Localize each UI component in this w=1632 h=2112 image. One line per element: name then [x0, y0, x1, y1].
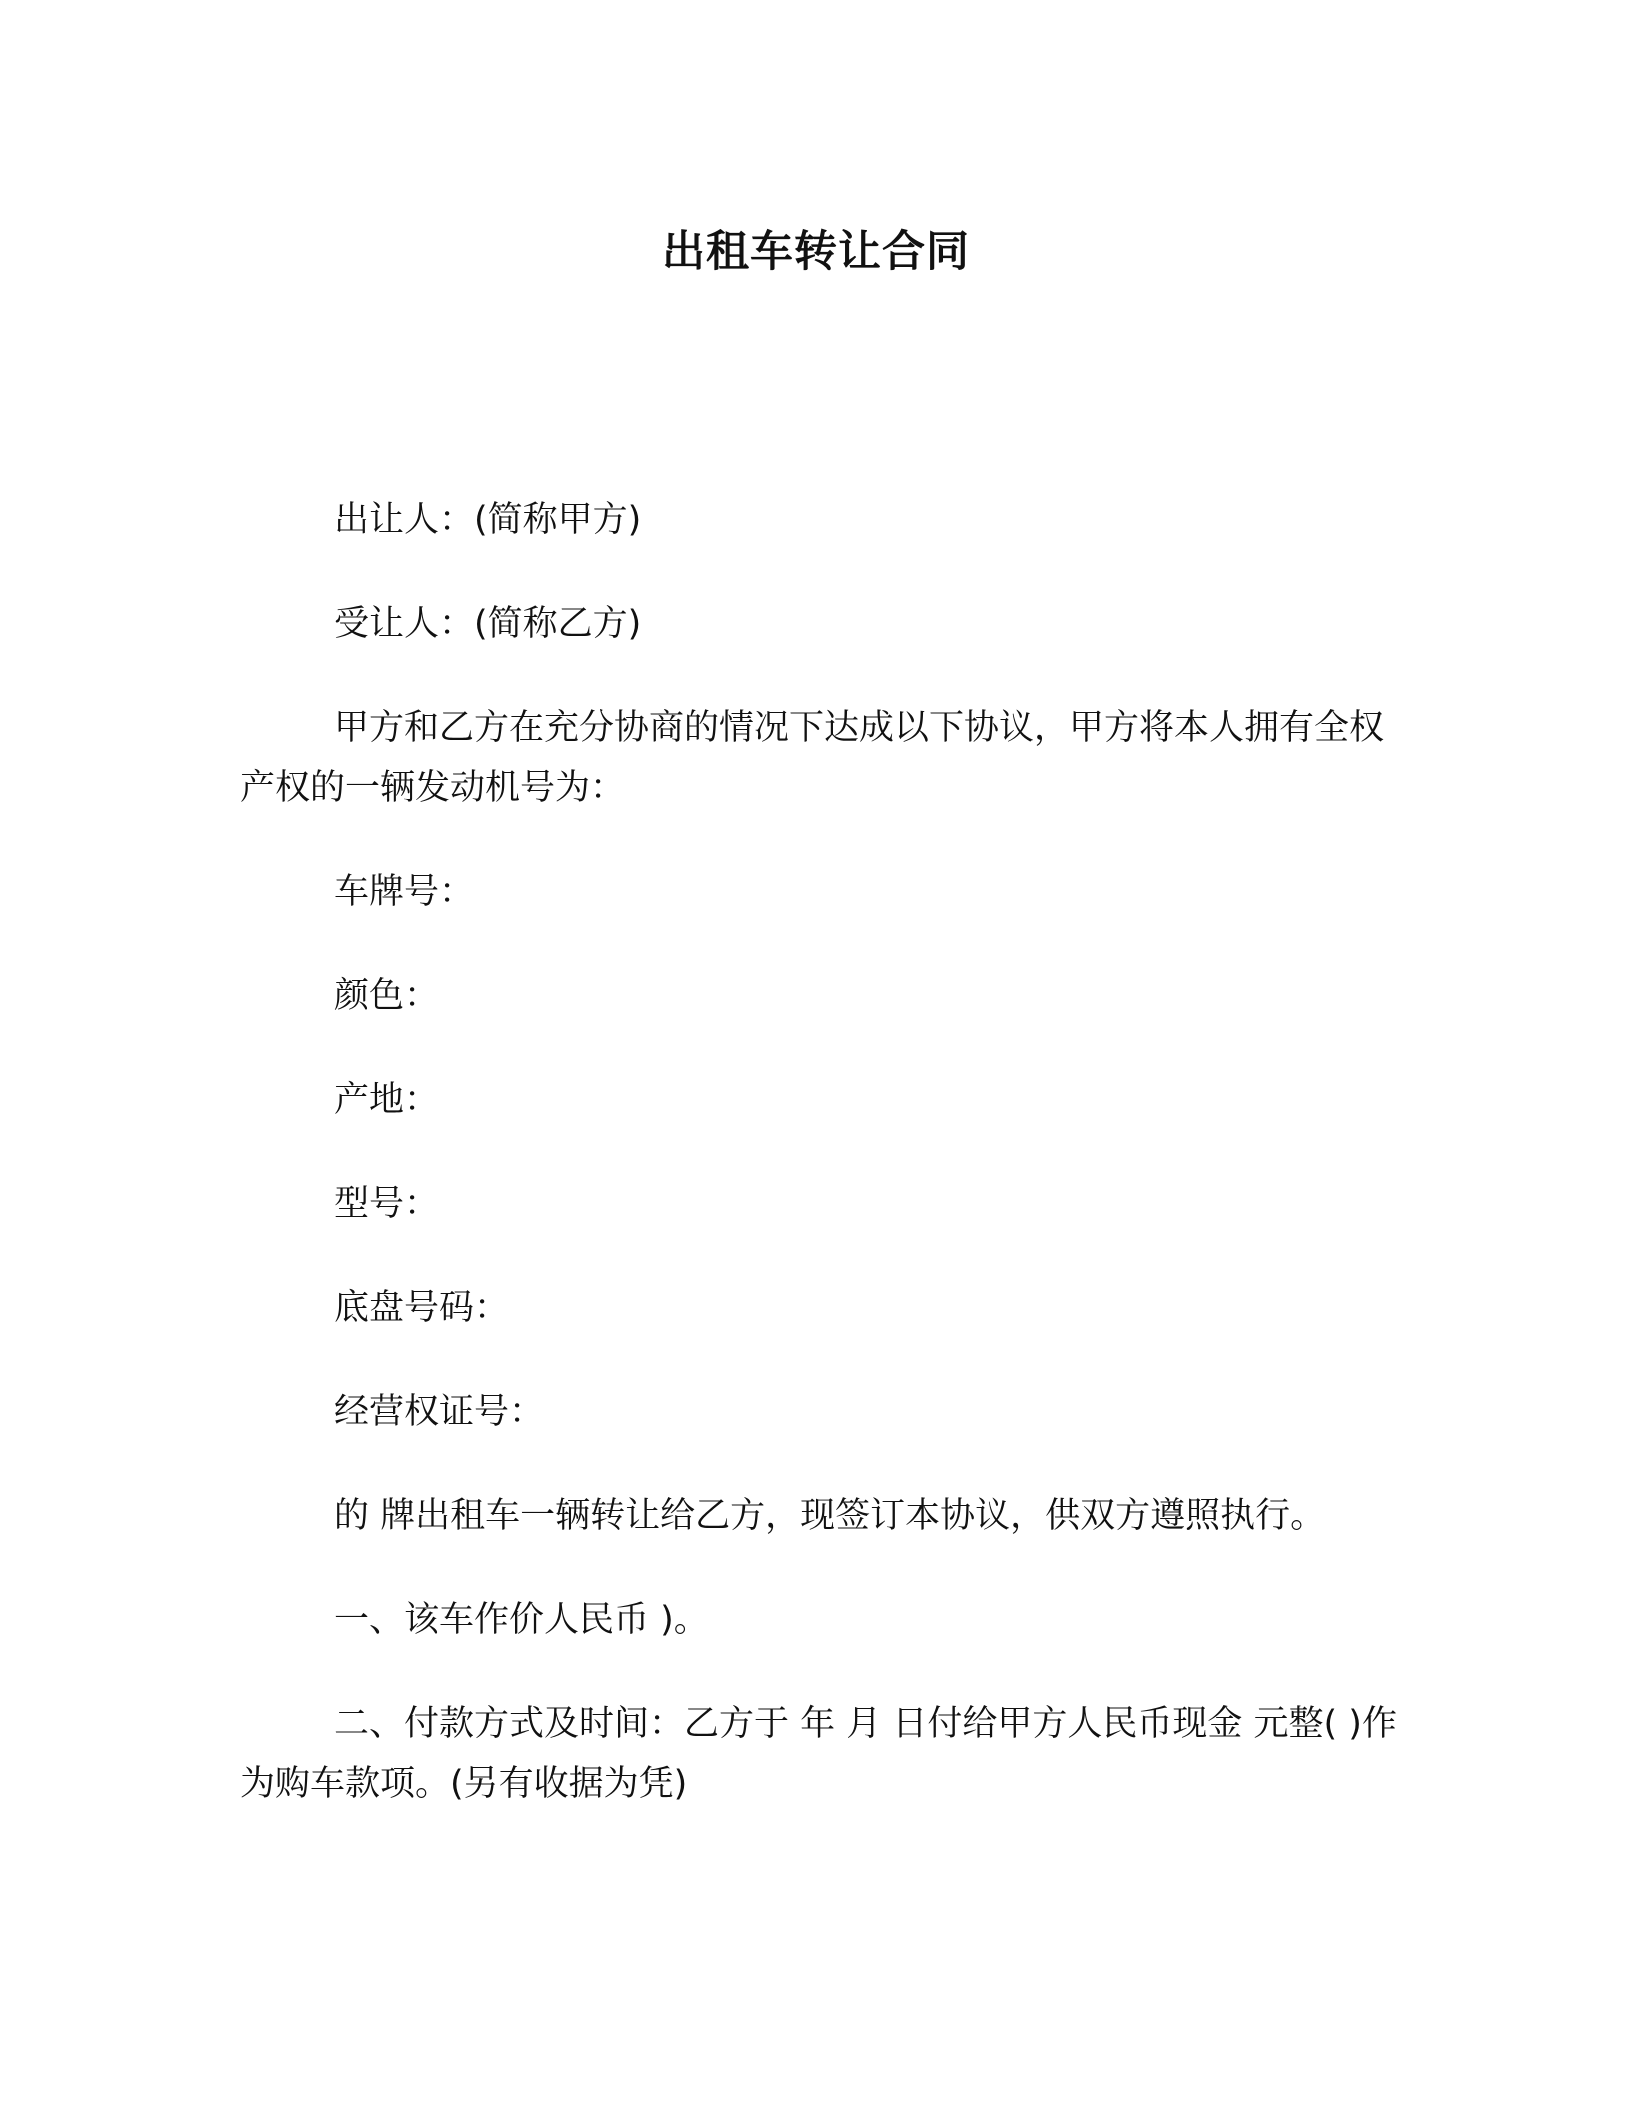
transfer-statement-paragraph: 的 牌出租车一辆转让给乙方，现签订本协议，供双方遵照执行。: [334, 1496, 1326, 1536]
color-line: 颜色：: [334, 976, 440, 1016]
model-line: 型号：: [334, 1184, 440, 1224]
document-body: [240, 490, 1410, 1858]
transferor-line: 出让人：(简称甲方): [334, 500, 642, 540]
clause-2-payment: 二、付款方式及时间：乙方于 年 月 日付给甲方人民币现金 元整( )作为购车款项。(另有收据为凭): [240, 1704, 1397, 1804]
operating-license-line: 经营权证号：: [334, 1392, 545, 1432]
document-title: 出租车转让合同: [662, 227, 970, 277]
plate-number-line: 车牌号：: [334, 872, 475, 912]
chassis-number-line: 底盘号码：: [334, 1288, 510, 1328]
transferee-line: 受让人：(简称乙方): [334, 604, 642, 644]
agreement-intro-paragraph: 甲方和乙方在充分协商的情况下达成以下协议，甲方将本人拥有全权产权的一辆发动机号为：: [240, 708, 1385, 808]
origin-line: 产地：: [334, 1080, 440, 1120]
clause-1-price: 一、该车作价人民币 )。: [334, 1600, 709, 1640]
